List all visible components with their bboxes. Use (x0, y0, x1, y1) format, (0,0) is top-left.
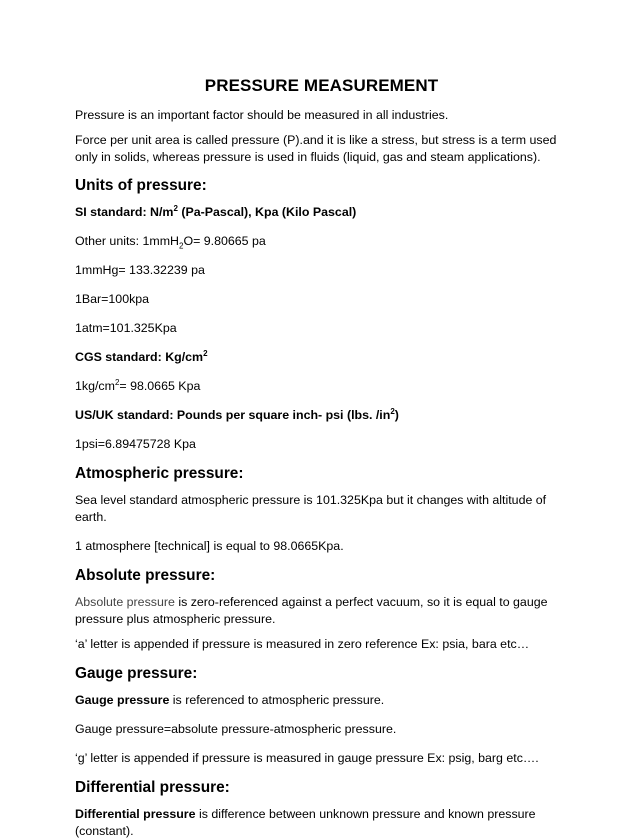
us-standard-sup: 2 (390, 406, 395, 416)
gauge-paragraph-1 (75, 692, 568, 709)
cgs-standard-line (75, 349, 568, 366)
units-heading: Units of pressure: (75, 177, 207, 194)
atmospheric-heading: Atmospheric pressure: (75, 465, 244, 482)
other-units-sub: 2 (178, 241, 184, 251)
other-units-prefix: Other units: 1mmH (75, 234, 179, 248)
absolute-paragraph-2: ‘a’ letter is appended if pressure is measured in zero reference Ex: psia, bara etc… (75, 637, 530, 651)
page-title: PRESSURE MEASUREMENT (204, 76, 439, 95)
us-standard-line (75, 407, 568, 424)
cgs-standard-sup: 2 (203, 348, 208, 358)
intro-paragraph-1: Pressure is an important factor should be measured in all industries. (75, 108, 449, 122)
atm-line: 1atm=101.325Kpa (75, 321, 177, 335)
gauge-lead: Gauge pressure (75, 693, 170, 707)
gauge-paragraph-3: ‘g’ letter is appended if pressure is measured in gauge pressure Ex: psig, barg etc…. (75, 751, 539, 765)
mmhg-line: 1mmHg= 133.32239 pa (75, 263, 205, 277)
absolute-lead: Absolute pressure (75, 595, 175, 609)
si-standard-prefix: SI standard: N/m (75, 205, 174, 219)
si-standard-line (75, 204, 568, 221)
si-standard-suffix: (Pa-Pascal), Kpa (Kilo Pascal) (177, 205, 357, 219)
atmospheric-paragraph-1: Sea level standard atmospheric pressure is 101.325Kpa but it changes with altitude of earth. (75, 493, 547, 524)
other-units-line (75, 233, 568, 250)
us-standard-suffix: ) (394, 408, 399, 422)
gauge-paragraph-2: Gauge pressure=absolute pressure-atmospheric pressure. (75, 722, 397, 736)
differential-rest: is difference between unknown pressure and known pressure (constant). (75, 807, 536, 838)
psi-line: 1psi=6.89475728 Kpa (75, 437, 196, 451)
bar-line: 1Bar=100kpa (75, 292, 150, 306)
gauge-heading: Gauge pressure: (75, 665, 198, 682)
absolute-rest: is zero-referenced against a perfect vacuum, so it is equal to gauge pressure plus atmospheric pressure. (75, 595, 548, 626)
intro-paragraph-2: Force per unit area is called pressure (P).and it is like a stress, but stress is a term used only in solids, whereas pressure is used in fluids (liquid, gas and steam applications). (75, 133, 557, 164)
kgcm-sup: 2 (114, 377, 120, 387)
kgcm-suffix: = 98.0665 Kpa (119, 379, 201, 393)
differential-heading: Differential pressure: (75, 779, 230, 796)
other-units-suffix: O= 9.80665 pa (183, 234, 266, 248)
cgs-standard-prefix: CGS standard: Kg/cm (75, 350, 204, 364)
atmospheric-paragraph-2: 1 atmosphere [technical] is equal to 98.0665Kpa. (75, 539, 344, 553)
kgcm-prefix: 1kg/cm (75, 379, 115, 393)
absolute-heading: Absolute pressure: (75, 567, 216, 584)
kgcm-line (75, 378, 568, 395)
differential-lead: Differential pressure (75, 807, 196, 821)
gauge-rest: is referenced to atmospheric pressure. (169, 693, 385, 707)
si-standard-sup: 2 (173, 203, 178, 213)
differential-paragraph (75, 806, 568, 840)
us-standard-prefix: US/UK standard: Pounds per square inch- psi (lbs. /in (75, 408, 391, 422)
absolute-paragraph-1 (75, 594, 568, 628)
